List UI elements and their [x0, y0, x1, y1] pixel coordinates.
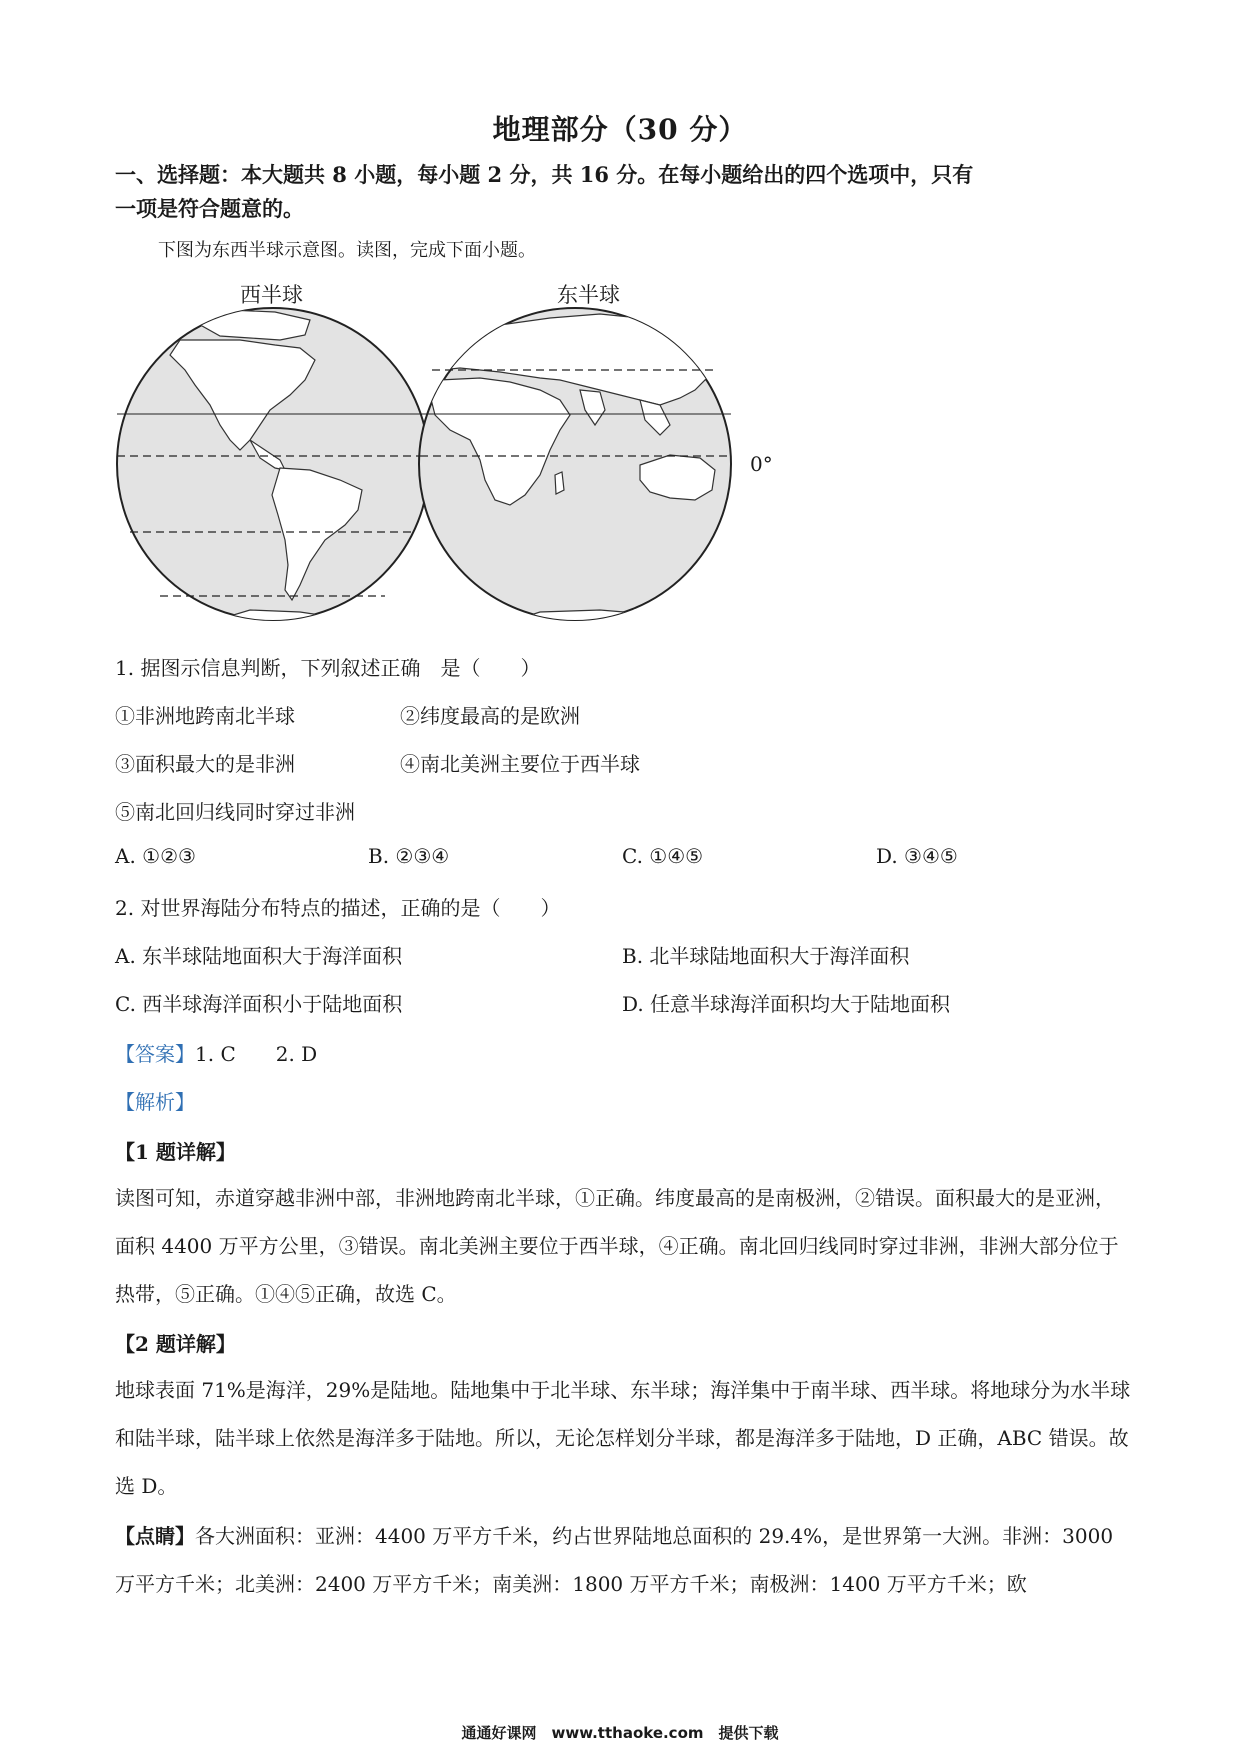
- madagascar: [555, 472, 564, 494]
- note-text: 各大洲面积：亚洲：4400 万平方千米，约占世界陆地总面积的 29.4%，是世界第一大洲。非洲：3000 万平方千米；北美洲：2400 万平方千米；南美洲：1800 万平方千米；南极洲：1400 万平方千米；欧: [115, 1524, 1114, 1596]
- q2-detail-text: 地球表面 71%是海洋，29%是陆地。陆地集中于北半球、东半球；海洋集中于南半球、西半球。将地球分为水半球和陆半球，陆半球上依然是海洋多于陆地。所以，无论怎样划分半球，都是海洋多于陆地，D 正确，ABC 错误。故选 D。: [115, 1378, 1131, 1498]
- q2-stem: 2. 对世界海陆分布特点的描述，正确的是（ ）: [115, 896, 561, 920]
- q1-statement-5: ⑤南北回归线同时穿过非洲: [115, 800, 355, 824]
- q1-option-a: A. ①②③: [115, 844, 196, 868]
- answer-tag: 【答案】: [115, 1042, 195, 1066]
- q2-option-d: D. 任意半球海洋面积均大于陆地面积: [622, 992, 951, 1016]
- analysis-tag: 【解析】: [115, 1090, 195, 1114]
- q2-detail-heading: 【2 题详解】: [115, 1332, 236, 1356]
- hemispheres-figure: [100, 300, 750, 630]
- q1-statement-2: ②纬度最高的是欧洲: [400, 704, 580, 728]
- west-hemisphere-globe: [117, 300, 429, 630]
- note-paragraph: [115, 1512, 1135, 1608]
- q1-statement-1: ①非洲地跨南北半球: [115, 704, 295, 728]
- q1-option-d: D. ③④⑤: [876, 844, 958, 868]
- q2-option-b: B. 北半球陆地面积大于海洋面积: [622, 944, 910, 968]
- q1-option-b: B. ②③④: [368, 844, 450, 868]
- west-hemisphere-label: 西半球: [240, 283, 303, 307]
- q1-detail-heading: 【1 题详解】: [115, 1140, 236, 1164]
- q1-statement-4: ④南北美洲主要位于西半球: [400, 752, 640, 776]
- page-title: 地理部分（30 分）: [492, 113, 748, 146]
- note-tag: 【点睛】: [115, 1524, 195, 1548]
- equator-label: 0°: [750, 452, 773, 476]
- q1-option-c: C. ①④⑤: [622, 844, 704, 868]
- q1-detail-text: 读图可知，赤道穿越非洲中部，非洲地跨南北半球，①正确。纬度最高的是南极洲，②错误。面积最大的是亚洲， 面积 4400 万平方公里，③错误。南北美洲主要位于西半球，④正确。南北回归线同时穿过非洲，非洲大部分位于热带，⑤正确。①④⑤正确，故选 C。: [115, 1186, 1125, 1306]
- figure-intro: 下图为东西半球示意图。读图，完成下面小题。: [158, 240, 536, 261]
- section-heading-line2: 一项是符合题意的。: [115, 196, 304, 221]
- q2-option-a: A. 东半球陆地面积大于海洋面积: [115, 944, 403, 968]
- east-hemisphere-globe: [419, 300, 731, 630]
- answer-text: 1. C 2. D: [195, 1042, 318, 1066]
- east-hemisphere-label: 东半球: [557, 283, 620, 307]
- section-heading-line1: 一、选择题：本大题共 8 小题，每小题 2 分，共 16 分。在每小题给出的四个选项中，只有: [115, 162, 974, 187]
- answer-line: [115, 1038, 317, 1067]
- q1-stem: 1. 据图示信息判断，下列叙述正确 是（ ）: [115, 656, 541, 680]
- q1-statement-3: ③面积最大的是非洲: [115, 752, 295, 776]
- page-footer: 通通好课网 www.tthaoke.com 提供下载: [461, 1724, 779, 1742]
- q2-option-c: C. 西半球海洋面积小于陆地面积: [115, 992, 403, 1016]
